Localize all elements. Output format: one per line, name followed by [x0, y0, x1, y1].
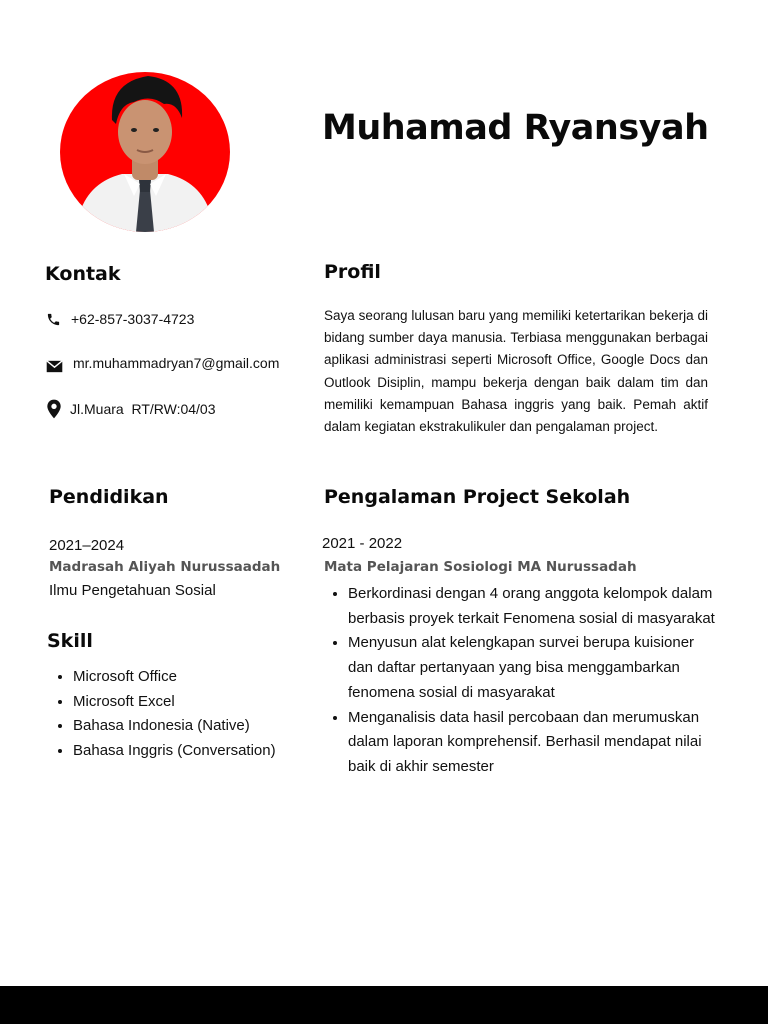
experience-heading: Pengalaman Project Sekolah — [324, 486, 631, 508]
phone-number: +62-857-3037-4723 — [71, 311, 195, 327]
profile-photo — [60, 72, 230, 232]
contact-heading: Kontak — [45, 263, 121, 285]
location-pin-icon — [46, 399, 62, 419]
contact-email — [46, 352, 279, 373]
footer-bar — [0, 986, 768, 1024]
education-heading: Pendidikan — [49, 486, 169, 508]
skills-heading: Skill — [47, 630, 93, 652]
list-item: • Bahasa Indonesia (Native) — [73, 714, 343, 739]
email-address: mr.muhammadryan7@gmail.com — [73, 354, 280, 371]
page-title: Muhamad Ryansyah — [322, 108, 709, 148]
list-item: • Bahasa Inggris (Conversation) — [73, 739, 343, 764]
list-item: • Menganalisis data hasil percobaan dan merumuskan dalam laporan komprehensif. Berhasil mendapat nilai baik di akhir semester — [348, 706, 718, 780]
education-major: Ilmu Pengetahuan Sosial — [49, 582, 216, 599]
profile-heading: Profil — [324, 261, 381, 283]
contact-address — [46, 399, 216, 419]
education-period: 2021–2024 — [49, 537, 125, 554]
list-item: • Berkordinasi dengan 4 orang anggota kelompok dalam berbasis proyek terkait Fenomena sosial di masyarakat — [348, 582, 718, 631]
education-school: Madrasah Aliyah Nurussaadah — [49, 559, 281, 575]
contact-phone — [46, 311, 194, 327]
list-item: • Menyusun alat kelengkapan survei berupa kuisioner dan daftar pertanyaan yang bisa menggambarkan fenomena sosial di masyarakat — [348, 631, 718, 705]
list-item: • Microsoft Office — [73, 665, 343, 690]
list-item: • Microsoft Excel — [73, 690, 343, 715]
experience-list — [324, 582, 718, 780]
email-icon — [46, 360, 63, 373]
phone-icon — [46, 312, 61, 327]
address-text: Jl.Muara RT/RW:04/03 — [70, 401, 216, 417]
experience-period: 2021 - 2022 — [322, 535, 403, 552]
profile-text: Saya seorang lulusan baru yang memiliki ketertarikan bekerja di bidang sumber daya manusia. Terbiasa menggunakan berbagai aplikasi administrasi seperti Microsoft Office, Google Docs dan Outlook Disiplin, mampu bekerja dengan baik dalam tim dan memiliki kemampuan Bahasa inggris yang baik. Pemah aktif dalam kegiatan ekstrakulikuler dan pengalaman project. — [324, 308, 708, 435]
experience-title: Mata Pelajaran Sosiologi MA Nurussadah — [324, 559, 637, 575]
person-portrait-icon — [60, 72, 230, 232]
skills-list — [49, 665, 343, 763]
